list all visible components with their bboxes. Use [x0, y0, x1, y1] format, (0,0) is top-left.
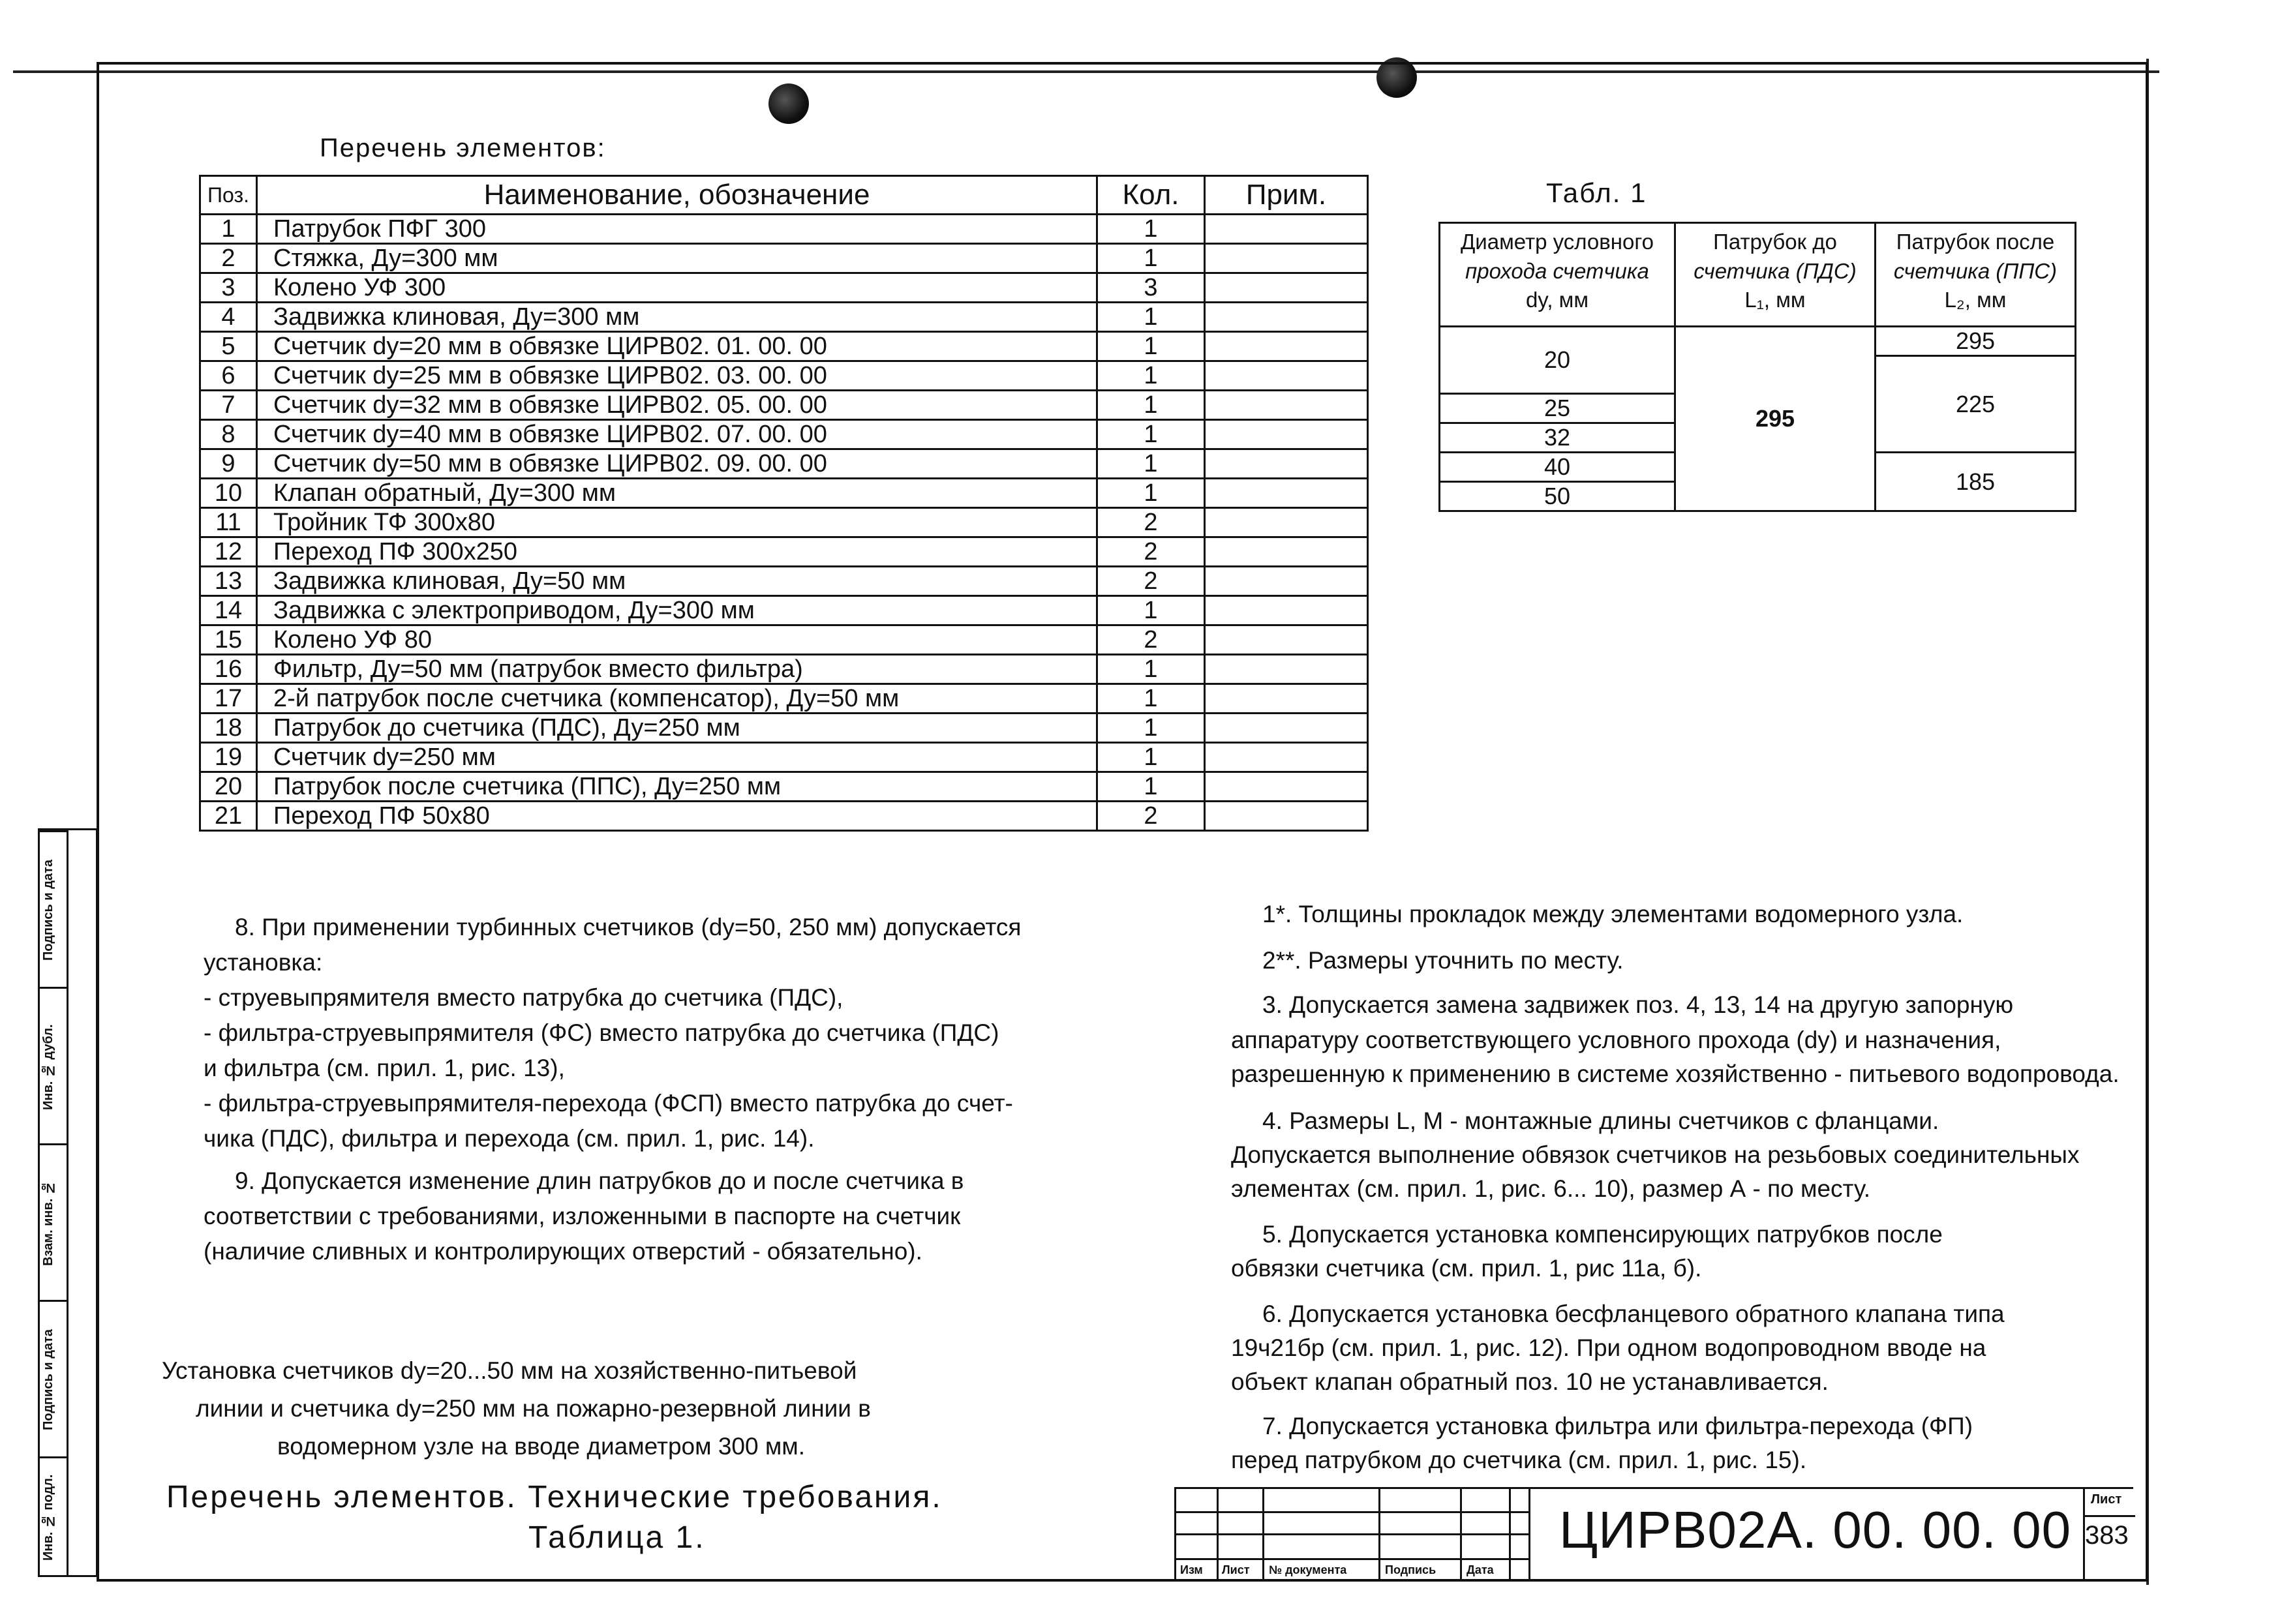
table-row [200, 215, 1368, 244]
row-pos: 17 [200, 684, 257, 714]
row-qty: 1 [1097, 714, 1205, 743]
table1-col2-header-line: счетчика (ПДС) [1694, 258, 1857, 283]
table1-col3-header-line: счетчика (ППС) [1893, 258, 2058, 283]
note-8-line: 8. При применении турбинных счетчиков (dy=50, 250 мм) допускается [235, 914, 1022, 940]
row-name: Клапан обратный, Ду=300 мм [257, 479, 1097, 508]
note-8-line: установка: [204, 949, 323, 976]
title-block-label: Изм [1180, 1563, 1203, 1576]
table-row [200, 714, 1368, 743]
note-6-line: 19ч21бр (см. прил. 1, рис. 12). При одном водопроводном вводе на [1231, 1334, 1986, 1361]
table1-l2: 295 [1876, 327, 2076, 356]
row-qty: 2 [1097, 802, 1205, 831]
table1 [1438, 222, 2076, 512]
row-pos: 4 [200, 303, 257, 332]
sheet-label: Лист [2091, 1492, 2122, 1507]
table1-l2: 185 [1876, 453, 2076, 511]
row-note [1205, 714, 1368, 743]
row-pos: 3 [200, 273, 257, 303]
row-pos: 7 [200, 391, 257, 420]
title-block-col-line [1378, 1489, 1380, 1582]
side-stamp-cell [40, 987, 68, 1143]
row-note [1205, 303, 1368, 332]
row-name: Тройник ТФ 300х80 [257, 508, 1097, 537]
table1-col3-header-line: Патрубок после [1896, 230, 2055, 254]
row-pos: 1 [200, 215, 257, 244]
row-name: Задвижка с электроприводом, Ду=300 мм [257, 596, 1097, 625]
row-qty: 1 [1097, 655, 1205, 684]
row-qty: 1 [1097, 420, 1205, 449]
table1-header-row [1440, 223, 2076, 327]
table1-l2: 225 [1876, 356, 2076, 453]
table1-dy: 32 [1440, 423, 1675, 453]
elements-heading: Перечень элементов: [320, 134, 606, 162]
row-name: Счетчик dy=40 мм в обвязке ЦИРВ02. 07. 00. 00 [257, 420, 1097, 449]
note-4-line: элементах (см. прил. 1, рис. 6... 10), размер А - по месту. [1231, 1175, 1870, 1202]
col-pos-header: Поз. [200, 176, 257, 215]
row-name: Счетчик dy=250 мм [257, 743, 1097, 772]
installation-line: водомерном узле на вводе диаметром 300 мм. [277, 1433, 805, 1460]
note-5-line: обвязки счетчика (см. прил. 1, рис 11а, б). [1231, 1255, 1702, 1282]
title-block-col-line [1262, 1489, 1264, 1582]
note-5-line: 5. Допускается установка компенсирующих патрубков после [1262, 1221, 1943, 1248]
row-pos: 6 [200, 361, 257, 391]
row-note [1205, 391, 1368, 420]
table-row [200, 625, 1368, 655]
row-name: Счетчик dy=25 мм в обвязке ЦИРВ02. 03. 00. 00 [257, 361, 1097, 391]
row-qty: 1 [1097, 332, 1205, 361]
row-qty: 2 [1097, 537, 1205, 567]
title-block-col-line [1460, 1489, 1462, 1582]
table-row [200, 420, 1368, 449]
table-row [200, 479, 1368, 508]
row-note [1205, 802, 1368, 831]
row-note [1205, 449, 1368, 479]
table1-row [1440, 327, 2076, 356]
table-row [200, 303, 1368, 332]
row-qty: 1 [1097, 684, 1205, 714]
table1-col1-header-line: Диаметр условного [1460, 230, 1654, 254]
row-qty: 1 [1097, 391, 1205, 420]
row-qty: 2 [1097, 567, 1205, 596]
side-stamp-label: Подпись и дата [41, 1329, 55, 1431]
table-row [200, 449, 1368, 479]
row-name: 2-й патрубок после счетчика (компенсатор), Ду=50 мм [257, 684, 1097, 714]
row-name: Стяжка, Ду=300 мм [257, 244, 1097, 273]
note-8-line: и фильтра (см. прил. 1, рис. 13), [204, 1055, 565, 1081]
note-8-line: чика (ПДС), фильтра и перехода (см. прил. 1, рис. 14). [204, 1125, 815, 1152]
row-qty: 1 [1097, 244, 1205, 273]
installation-line: Установка счетчиков dy=20...50 мм на хозяйственно-питьевой [162, 1357, 857, 1384]
sheet-caption-line1: Перечень элементов. Технические требования. [166, 1480, 943, 1514]
title-block-label: № документа [1269, 1563, 1347, 1576]
side-stamp-label: Подпись и дата [41, 860, 55, 961]
table-row [200, 684, 1368, 714]
table-row [200, 655, 1368, 684]
table-row [200, 332, 1368, 361]
row-name: Патрубок ПФГ 300 [257, 215, 1097, 244]
table1-col2-header [1675, 223, 1876, 327]
row-note [1205, 361, 1368, 391]
sheet-number: 383 [2085, 1521, 2129, 1550]
title-block-label: Дата [1467, 1563, 1494, 1576]
row-note [1205, 567, 1368, 596]
title-block-col-line [1528, 1489, 1530, 1582]
note-3-line: разрешенную к применению в системе хозяйственно - питьевого водопровода. [1231, 1060, 2120, 1087]
note-7-line: 7. Допускается установка фильтра или фильтра-перехода (ФП) [1262, 1413, 1973, 1439]
row-note [1205, 537, 1368, 567]
note-6-line: 6. Допускается установка бесфланцевого обратного клапана типа [1262, 1301, 2005, 1327]
row-qty: 2 [1097, 508, 1205, 537]
elements-table-header [200, 176, 1368, 215]
side-stamp-cell [40, 830, 68, 987]
row-name: Задвижка клиновая, Ду=50 мм [257, 567, 1097, 596]
table1-col1-header-line: прохода счетчика [1465, 258, 1649, 283]
note-3-line: 3. Допускается замена задвижек поз. 4, 13, 14 на другую запорную [1262, 991, 2014, 1018]
table1-col2-header-line: Патрубок до [1713, 230, 1837, 254]
row-qty: 1 [1097, 479, 1205, 508]
side-stamp-label: Взам. инв. № [41, 1180, 55, 1267]
row-pos: 5 [200, 332, 257, 361]
row-pos: 9 [200, 449, 257, 479]
row-note [1205, 743, 1368, 772]
row-note [1205, 508, 1368, 537]
table1-dy: 25 [1440, 394, 1675, 423]
side-stamp-cell [40, 1300, 68, 1456]
row-note [1205, 479, 1368, 508]
table1-col3-header-line: L₂, мм [1944, 288, 2007, 312]
note-4-line: 4. Размеры L, M - монтажные длины счетчиков с фланцами. [1262, 1107, 1939, 1134]
row-name: Счетчик dy=20 мм в обвязке ЦИРВ02. 01. 00. 00 [257, 332, 1097, 361]
row-qty: 1 [1097, 596, 1205, 625]
note-7-line: перед патрубком до счетчика (см. прил. 1, рис. 15). [1231, 1447, 1807, 1473]
row-note [1205, 215, 1368, 244]
row-note [1205, 332, 1368, 361]
table1-col1-header [1440, 223, 1675, 327]
col-name-header: Наименование, обозначение [257, 176, 1097, 215]
side-stamp-label: Инв. № подл. [41, 1474, 55, 1561]
row-note [1205, 273, 1368, 303]
title-block-label: Подпись [1385, 1563, 1436, 1576]
row-name: Колено УФ 80 [257, 625, 1097, 655]
title-block-col-line [1217, 1489, 1219, 1582]
row-note [1205, 420, 1368, 449]
note-8-line: - струевыпрямителя вместо патрубка до счетчика (ПДС), [204, 984, 844, 1011]
note-9-line: 9. Допускается изменение длин патрубков до и после счетчика в [235, 1167, 964, 1194]
side-stamp-cell [40, 1143, 68, 1300]
table-row [200, 537, 1368, 567]
table-row [200, 273, 1368, 303]
row-pos: 18 [200, 714, 257, 743]
table-row [200, 802, 1368, 831]
row-pos: 11 [200, 508, 257, 537]
table1-dy: 20 [1440, 327, 1675, 394]
note-9-line: (наличие сливных и контролирующих отверстий - обязательно). [204, 1238, 922, 1265]
row-name: Переход ПФ 50х80 [257, 802, 1097, 831]
note-3-line: аппаратуру соответствующего условного прохода (dy) и назначения, [1231, 1027, 2001, 1053]
row-pos: 12 [200, 537, 257, 567]
title-block-col-line [1509, 1489, 1511, 1582]
row-pos: 16 [200, 655, 257, 684]
row-qty: 2 [1097, 625, 1205, 655]
sheet-caption-line2: Таблица 1. [528, 1520, 706, 1555]
table1-col1-header-line: dy, мм [1525, 288, 1589, 312]
row-qty: 1 [1097, 772, 1205, 802]
row-pos: 14 [200, 596, 257, 625]
note-8-line: - фильтра-струевыпрямителя (ФС) вместо патрубка до счетчика (ПДС) [204, 1019, 999, 1046]
row-name: Счетчик dy=32 мм в обвязке ЦИРВ02. 05. 00. 00 [257, 391, 1097, 420]
row-qty: 1 [1097, 743, 1205, 772]
table-row [200, 361, 1368, 391]
row-name: Патрубок до счетчика (ПДС), Ду=250 мм [257, 714, 1097, 743]
row-note [1205, 596, 1368, 625]
row-pos: 15 [200, 625, 257, 655]
row-pos: 10 [200, 479, 257, 508]
table-row [200, 567, 1368, 596]
row-qty: 3 [1097, 273, 1205, 303]
row-pos: 19 [200, 743, 257, 772]
row-qty: 1 [1097, 361, 1205, 391]
row-pos: 21 [200, 802, 257, 831]
table1-col3-header [1876, 223, 2076, 327]
side-stamp-cell [40, 1456, 68, 1575]
row-name: Переход ПФ 300х250 [257, 537, 1097, 567]
table-row [200, 508, 1368, 537]
col-note-header: Прим. [1205, 176, 1368, 215]
note-9-line: соответствии с требованиями, изложенными в паспорте на счетчик [204, 1203, 961, 1229]
table-row [200, 244, 1368, 273]
table-row [200, 391, 1368, 420]
row-name: Патрубок после счетчика (ППС), Ду=250 мм [257, 772, 1097, 802]
row-name: Фильтр, Ду=50 мм (патрубок вместо фильтра) [257, 655, 1097, 684]
row-note [1205, 684, 1368, 714]
table1-col2-header-line: L₁, мм [1744, 288, 1806, 312]
title-block-row-line [1176, 1533, 1528, 1535]
row-pos: 8 [200, 420, 257, 449]
note-8-line: - фильтра-струевыпрямителя-перехода (ФСП) вместо патрубка до счет- [204, 1090, 1013, 1117]
row-qty: 1 [1097, 449, 1205, 479]
side-stamp-label: Инв. № дубл. [41, 1024, 55, 1110]
table1-l1: 295 [1675, 327, 1876, 511]
row-note [1205, 244, 1368, 273]
sheet-label-divider [2083, 1515, 2135, 1517]
row-name: Задвижка клиновая, Ду=300 мм [257, 303, 1097, 332]
elements-table [199, 175, 1369, 832]
title-block-row-line [1176, 1558, 1528, 1560]
title-block-label: Лист [1222, 1563, 1250, 1576]
row-pos: 20 [200, 772, 257, 802]
note-2: 2**. Размеры уточнить по месту. [1262, 947, 1624, 974]
row-note [1205, 655, 1368, 684]
col-qty-header: Кол. [1097, 176, 1205, 215]
side-stamp [38, 828, 98, 1577]
row-note [1205, 625, 1368, 655]
row-name: Счетчик dy=50 мм в обвязке ЦИРВ02. 09. 00. 00 [257, 449, 1097, 479]
table-row [200, 772, 1368, 802]
note-1: 1*. Толщины прокладок между элементами водомерного узла. [1262, 901, 1964, 927]
row-note [1205, 772, 1368, 802]
note-4-line: Допускается выполнение обвязок счетчиков на резьбовых соединительных [1231, 1141, 2080, 1168]
row-pos: 13 [200, 567, 257, 596]
row-qty: 1 [1097, 303, 1205, 332]
title-block-row-line [1176, 1511, 1528, 1513]
document-code: ЦИРВ02А. 00. 00. 00 [1559, 1501, 2072, 1559]
row-qty: 1 [1097, 215, 1205, 244]
row-name: Колено УФ 300 [257, 273, 1097, 303]
row-pos: 2 [200, 244, 257, 273]
table1-dy: 40 [1440, 453, 1675, 482]
installation-line: линии и счетчика dy=250 мм на пожарно-резервной линии в [196, 1395, 871, 1422]
note-6-line: объект клапан обратный поз. 10 не устанавливается. [1231, 1368, 1829, 1395]
table-row [200, 596, 1368, 625]
table1-title: Табл. 1 [1546, 177, 1647, 208]
table1-dy: 50 [1440, 482, 1675, 511]
table-row [200, 743, 1368, 772]
